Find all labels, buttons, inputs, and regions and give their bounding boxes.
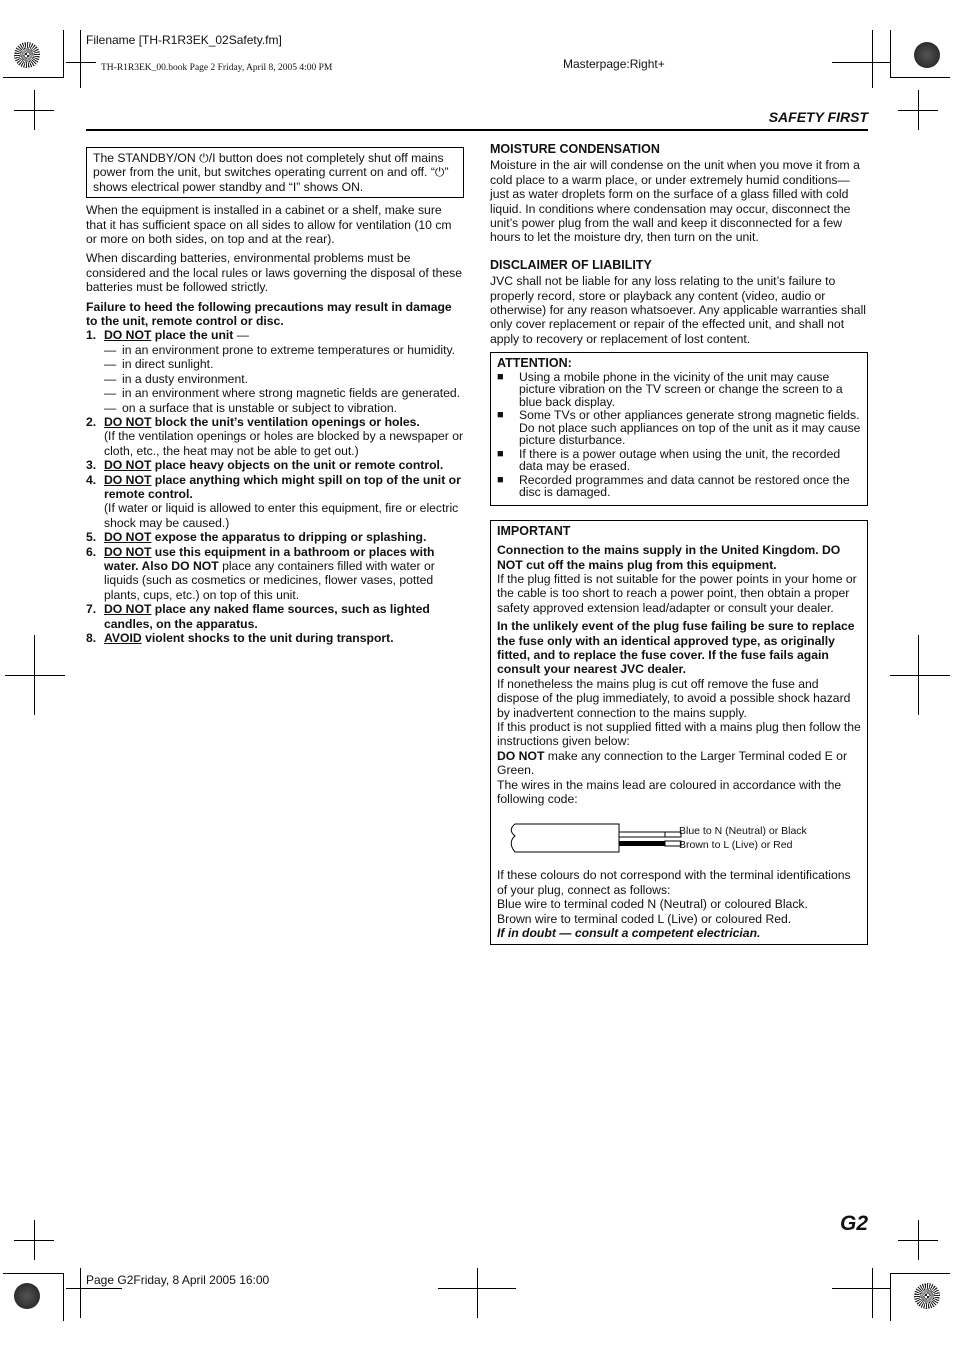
attention-list <box>497 371 861 499</box>
crosshair-mark <box>80 30 81 88</box>
attention-item: ■ Using a mobile phone in the vicinity of the unit may cause picture vibration on the TV screen or change the screen to a blue back display. <box>497 371 861 409</box>
disclaimer-heading: DISCLAIMER OF LIABILITY <box>490 257 652 272</box>
standby-note-text: The STANDBY/ON ⏻/I button does not completely shut off mains power from the unit, but switches operating current on and off. “⏻” shows electrical power standby and “I” shows ON. <box>93 151 449 194</box>
dash-item: — in a dusty environment. <box>104 372 464 386</box>
crosshair-mark <box>66 1288 122 1289</box>
wire-label-blue: Blue to N (Neutral) or Black <box>679 825 807 838</box>
wire-colour-intro: The wires in the mains lead are coloured in accordance with the following code: <box>497 777 842 806</box>
blue-wire-instruction: Blue wire to terminal coded N (Neutral) or coloured Black. <box>497 897 808 912</box>
sunburst-mark-icon <box>914 1283 940 1309</box>
precaution-item: 7. DO NOT place any naked flame sources, such as lighted candles, on the apparatus. <box>86 602 430 631</box>
precaution-item: 5. DO NOT expose the apparatus to dripping or splashing. <box>86 530 427 545</box>
crosshair-mark <box>80 1268 81 1318</box>
crosshair-mark <box>66 62 96 63</box>
precaution-note: (If the ventilation openings or holes are blocked by a newspaper or cloth, etc., the heat may not be able to get out.) <box>104 429 464 458</box>
moisture-heading: MOISTURE CONDENSATION <box>490 142 660 156</box>
attention-heading: ATTENTION: <box>497 356 572 371</box>
sunburst-mark-icon <box>14 42 40 68</box>
important-heading: IMPORTANT <box>497 523 571 538</box>
fuse-replacement-notice: In the unlikely event of the plug fuse failing be sure to replace the fuse only with an identical approved type, as originally fitted, and to replace the fuse cover. If the fuse fails again consult your nearest JVC dealer. <box>497 619 855 677</box>
filename-label: Filename [TH-R1R3EK_02Safety.fm] <box>86 33 282 47</box>
precaution-note: (If water or liquid is allowed to enter this equipment, fire or electric shock may be caused.) <box>104 501 459 530</box>
brown-wire-instruction: Brown wire to terminal coded L (Live) or coloured Red. <box>497 911 792 926</box>
crop-mark <box>3 77 63 78</box>
wire-diagram <box>497 806 861 868</box>
precautions-intro: Failure to heed the following precautions may result in damage to the unit, remote control or disc. <box>86 299 452 329</box>
crop-mark <box>890 1273 950 1274</box>
crosshair-mark <box>872 30 873 88</box>
wire-labels <box>679 824 807 852</box>
attention-box <box>490 352 868 505</box>
batteries-paragraph: When discarding batteries, environmental problems must be considered and the local rules or laws governing the disposal of these batteries must be followed strictly. <box>86 251 463 295</box>
plug-cut-off-text: If nonetheless the mains plug is cut off remove the fuse and dispose of the plug immediately, to avoid a possible shock hazard by inadvertent connection to the mains supply. <box>497 676 851 720</box>
crosshair-mark <box>890 675 950 676</box>
page-number: G2 <box>839 1212 868 1235</box>
crosshair-mark <box>438 1288 516 1289</box>
dash-item: — in an environment where strong magnetic fields are generated. <box>104 386 464 400</box>
crosshair-mark <box>898 110 938 111</box>
wire-label-brown: Brown to L (Live) or Red <box>679 839 793 852</box>
attention-item: ■ Recorded programmes and data cannot be restored once the disc is damaged. <box>497 474 861 499</box>
crosshair-mark <box>5 675 65 676</box>
unit-placement-conditions <box>104 343 464 415</box>
section-title: SAFETY FIRST <box>768 109 868 125</box>
crop-mark <box>63 1273 64 1321</box>
dark-registration-icon <box>914 42 940 68</box>
standby-note-box <box>86 147 464 198</box>
crosshair-mark <box>14 1240 54 1241</box>
precautions-list <box>86 328 464 645</box>
crosshair-mark <box>832 1288 890 1289</box>
crop-mark <box>890 77 950 78</box>
left-column <box>86 147 464 645</box>
plug-suitability-text: If the plug fitted is not suitable for the power points in your home or the cable is too short to reach a power point, then obtain a proper safety approved extension lead/adapter or consult your dealer. <box>497 571 857 615</box>
attention-item: ■ Some TVs or other appliances generate strong magnetic fields. Do not place such appliances on top of the unit as it may cause picture disturbance. <box>497 409 861 447</box>
precaution-item: 8. AVOID violent shocks to the unit during transport. <box>86 631 394 645</box>
important-box <box>490 520 868 946</box>
dash-item: — in direct sunlight. <box>104 357 464 371</box>
precaution-item: 4. DO NOT place anything which might spill on top of the unit or remote control. (If water or liquid is allowed to enter this equipment, fire or electric shock may be caused.) <box>86 473 464 531</box>
crosshair-mark <box>14 110 54 111</box>
masterpage-label: Masterpage:Right+ <box>563 57 665 71</box>
moisture-text: Moisture in the air will condense on the unit when you move it from a cold place to a warm place, or under extremely humid conditions—just as water droplets form on the surface of a glass filled with cold liquid. In conditions where condensation may occur, disconnect the unit’s power plug from the wall and keep it disconnected for a few hours to let the moisture dry, then turn on the unit. <box>490 158 860 245</box>
colour-mismatch-text: If these colours do not correspond with the terminal identifications of your plug, connect as follows: <box>497 868 851 897</box>
precaution-item: 1. DO NOT place the unit — — in an environment prone to extreme temperatures or humidity. — in direct sunlight. — in a dusty environment. — in an environment where strong magnetic fields are generated. — on a surface that is unstable or subject to vibration. <box>86 328 464 414</box>
crop-mark <box>890 30 891 78</box>
header-rule <box>86 129 868 131</box>
precaution-item: 6. DO NOT use this equipment in a bathroom or places with water. Also DO NOT place any containers filled with water or liquids (such as cosmetics or medicines, flower vases, potted plants, cups, etc.) on top of this unit. <box>86 544 435 602</box>
crop-mark <box>890 1273 891 1321</box>
disclaimer-text: JVC shall not be liable for any loss relating to the unit’s failure to properly record, store or playback any content (video, audio or otherwise) for any reason whatsoever. Any applicable warranties shall only cover replacement or repair of the effected unit, and shall not apply to recovery or replacement of lost content. <box>490 274 866 346</box>
crosshair-mark <box>832 62 890 63</box>
crop-mark <box>3 1273 63 1274</box>
precaution-item: 3. DO NOT place heavy objects on the unit or remote control. <box>86 458 444 473</box>
crosshair-mark <box>898 1240 938 1241</box>
consult-electrician-note: If in doubt — consult a competent electrician. <box>497 926 761 941</box>
precaution-item: 2. DO NOT block the unit’s ventilation openings or holes. (If the ventilation openings or holes are blocked by a newspaper or cloth, etc., the heat may not be able to get out.) <box>86 414 464 458</box>
cabinet-paragraph: When the equipment is installed in a cabinet or a shelf, make sure that it has sufficient space on all sides to allow for ventilation (10 cm or more on both sides, on top and at the rear). <box>86 203 452 247</box>
crosshair-mark <box>872 1268 873 1318</box>
right-column <box>490 142 868 945</box>
uk-mains-notice: Connection to the mains supply in the United Kingdom. DO NOT cut off the mains plug from this equipment. <box>497 543 841 572</box>
dash-item: — on a surface that is unstable or subject to vibration. <box>104 401 464 415</box>
dark-registration-icon <box>14 1283 40 1309</box>
dash-item: — in an environment prone to extreme temperatures or humidity. <box>104 343 464 357</box>
attention-item: ■ If there is a power outage when using the unit, the recorded data may be erased. <box>497 448 861 473</box>
footer-timestamp: Page G2Friday, 8 April 2005 16:00 <box>86 1273 270 1287</box>
crosshair-mark <box>477 1268 478 1318</box>
no-plug-text: If this product is not supplied fitted with a mains plug then follow the instructions given below: <box>497 719 861 749</box>
crop-mark <box>63 30 64 78</box>
book-info-line: TH-R1R3EK_00.book Page 2 Friday, April 8, 2005 4:00 PM <box>101 63 333 73</box>
terminal-e-text: DO NOT make any connection to the Larger Terminal coded E or Green. <box>497 748 848 778</box>
